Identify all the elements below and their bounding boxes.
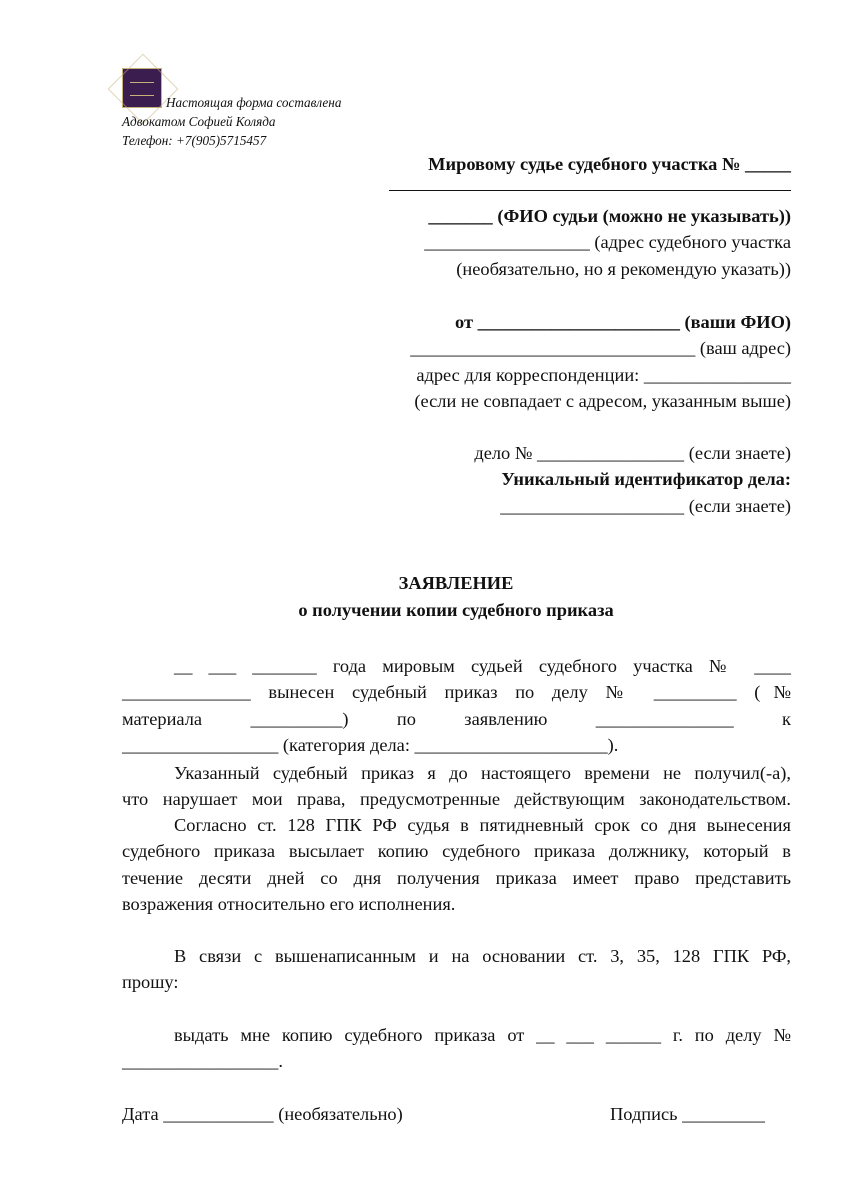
- attribution-line-2: Адвокатом Софией Коляда: [122, 114, 276, 129]
- body-p4-line-2: прошу:: [122, 972, 179, 992]
- addressee-blank-line: [389, 190, 791, 191]
- body-p1-line-4: _________________ (категория дела: _____________________).: [122, 735, 619, 755]
- body-p1-line-1: __ ___ _______ года мировым судьей судебного участка № ____: [174, 656, 791, 676]
- addressee-judge-name: _______ (ФИО судьи (можно не указывать)): [428, 206, 791, 226]
- body-p3-line-2: судебного приказа высылает копию судебного приказа должнику, который в: [122, 841, 791, 861]
- applicant-address-line: _______________________________ (ваш адрес): [410, 338, 791, 358]
- applicant-correspondence-line: адрес для корреспонденции: ________________: [416, 365, 791, 385]
- case-uid-value-line: ____________________ (если знаете): [500, 496, 791, 516]
- body-p5-line-1: выдать мне копию судебного приказа от __ ___ ______ г. по делу №: [174, 1025, 791, 1045]
- applicant-correspondence-note: (если не совпадает с адресом, указанным выше): [414, 391, 791, 411]
- body-p3-line-1: Согласно ст. 128 ГПК РФ судья в пятидневный срок со дня вынесения: [174, 815, 791, 835]
- footer-date-line: Дата ____________ (необязательно): [122, 1104, 403, 1124]
- document-title: ЗАЯВЛЕНИЕ: [398, 573, 514, 593]
- footer-signature-line: Подпись _________: [610, 1104, 765, 1124]
- document-subtitle: о получении копии судебного приказа: [298, 600, 614, 620]
- body-p4-line-1: В связи с вышенаписанным и на основании ст. 3, 35, 128 ГПК РФ,: [174, 946, 791, 966]
- law-office-logo: [122, 68, 162, 108]
- attribution-line-3: Телефон: +7(905)5715457: [122, 133, 267, 148]
- case-uid-label: Уникальный идентификатор дела:: [501, 469, 791, 489]
- addressee-court-address-note: (необязательно, но я рекомендую указать)): [456, 259, 791, 279]
- addressee-court-address: __________________ (адрес судебного участка: [424, 232, 791, 252]
- case-number-line: дело № ________________ (если знаете): [474, 443, 791, 463]
- body-p2-line-1: Указанный судебный приказ я до настоящего времени не получил(-а),: [174, 763, 791, 783]
- logo-mark: [130, 82, 154, 96]
- attribution-line-1: Настоящая форма составлена: [166, 95, 342, 110]
- body-p3-line-4: возражения относительно его исполнения.: [122, 894, 456, 914]
- body-p3-line-3: течение десяти дней со дня получения приказа имеет право представить: [122, 868, 791, 888]
- applicant-from-line: от ______________________ (ваши ФИО): [455, 312, 791, 332]
- body-p2-line-2: что нарушает мои права, предусмотренные действующим законодательством.: [122, 789, 791, 809]
- body-p5-line-2: _________________.: [122, 1051, 283, 1071]
- addressee-judge-line: Мировому судье судебного участка № _____: [428, 154, 791, 174]
- body-p1-line-2: ______________ вынесен судебный приказ по делу № _________ (№: [122, 682, 791, 702]
- body-p1-line-3: материала __________) по заявлению _______________ к: [122, 709, 791, 729]
